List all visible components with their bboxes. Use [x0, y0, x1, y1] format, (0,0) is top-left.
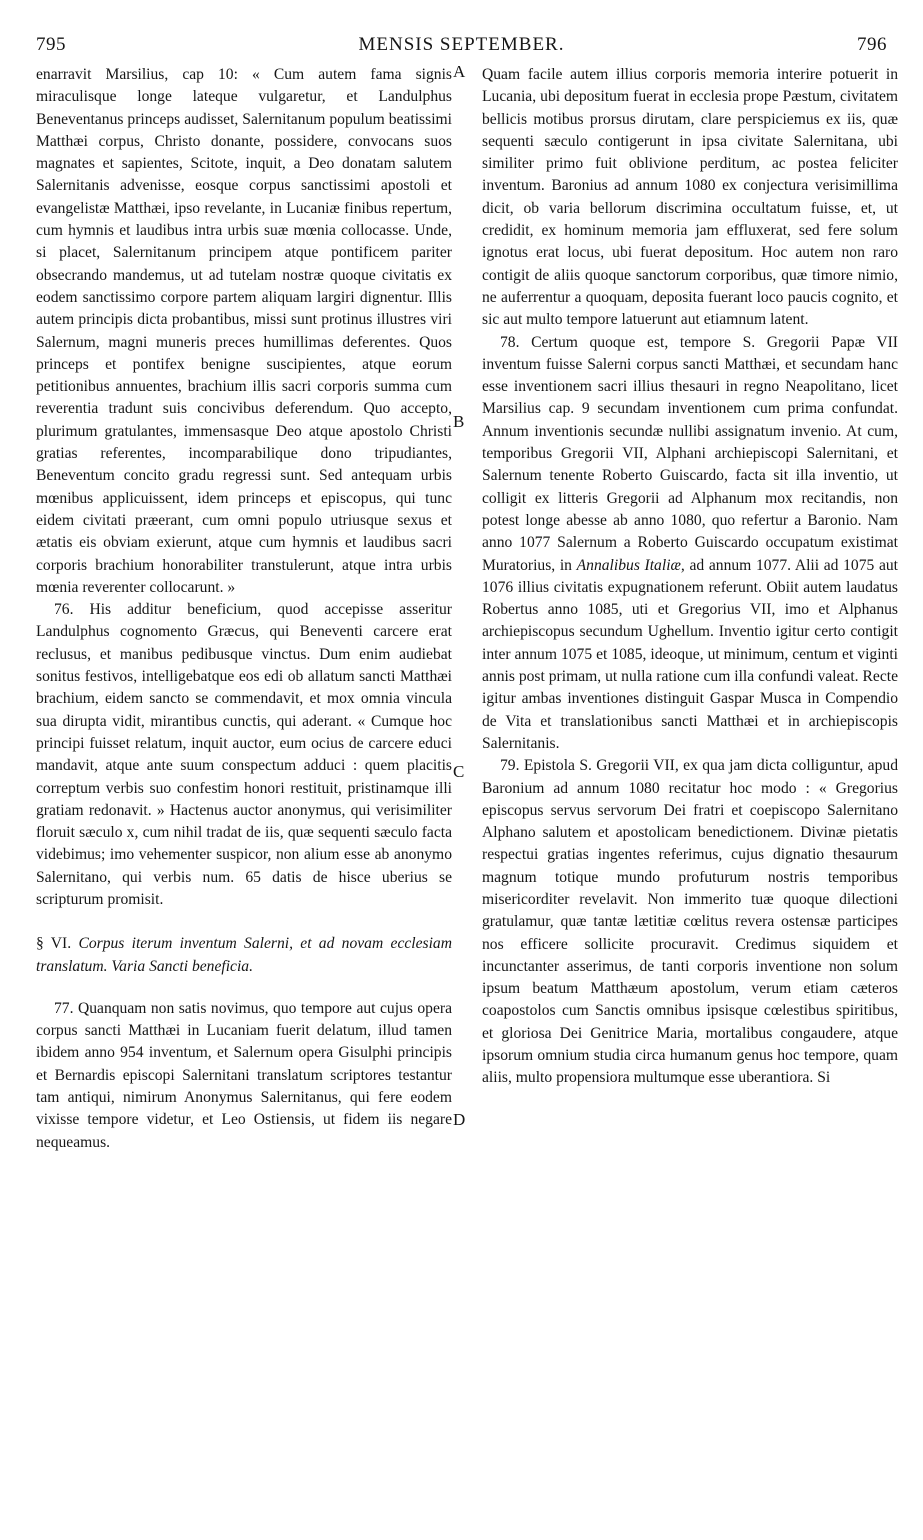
paragraph-78-text: 78. Certum quoque est, tempore S. Gregorii Papæ VII inventum fuisse Salerni corpus sancti Matthæi, et secundam hanc esse inventionem sacri illius thesauri in regno Neapolitano, licet Marsilius cap. 9 secundam inventionem cum prima confundat. Annum inventionis secundæ nullibi assignatum invenio. At cum, temporibus Gregorii VII, Alphani archiepiscopi Salernitani, et Salernum tenente Roberto Guiscardo, facta sit illa inventio, ut colligit ex litteris Gregorii ad Alphanum mox recitandis, non potest longe abesse ab anno 1080, quo refertur a Baronio. Nam anno 1077 Salernum a Roberto Guiscardo occupatum existimat Muratorius, in	[482, 333, 898, 574]
paragraph-78-rest: ad annum 1077. Alii ad 1075 aut 1076 illius civitatis expugnationem referunt. Obiit autem laudatus Robertus anno 1085, uti et Gregorius VII, imo et Alphanus archiepiscopus secundum Ughellum. Inventio igitur certo contigit inter annum 1075 et 1085, ideoque, ut minimum, centum et viginti annis post primam, ut nulla ratione cum illa confundi valeat. Recte igitur ambas inventiones distinguit Gaspar Musca in Compendio de Vita et translationibus sancti Matthæi et in archiepiscopis Salernitanis.	[482, 556, 898, 752]
left-page-number: 795	[36, 34, 66, 55]
right-column	[482, 64, 898, 1090]
margin-marker-b: B	[453, 412, 465, 431]
paragraph-78	[482, 332, 898, 756]
section-number: § VI.	[36, 935, 72, 953]
paragraph-75-continuation: enarravit Marsilius, cap 10: « Cum autem fama signis miraculisque longe lateque vulgaretur, et Landulphus Beneventanus princeps audisset, Salernitanum populum beatissimi Matthæi corpus, Christo donante, possidere, convocans suos magnates et sapientes, Scitote, inquit, a Deo donatam salutem Salernitanis advenisse, eosque corpus sanctissimi apostoli et evangelistæ Matthæi, ipso revelante, in Lucaniæ finibus repertum, cum hymnis et laudibus intra urbis suæ mœnia collocasse. Unde, si placet, Salernitanum principem atque pontificem pariter obsecrando mandemus, ut ad tutelam nostræ quoque civitatis ex eodem sanctissimo corpore partem aliquam largiri dignentur. Illis autem principis dicta probantibus, missi sunt protinus illustres viri Salernum, magni muneris preces humillimas deferentes. Quos princeps et pontifex benigne suscipientes, atque eorum petitionibus annuentes, brachium illis sacri corporis summa cum reverentia tradunt suis concivibus deferendum. Quo accepto, plurimum gratulantes, immensasque Deo atque apostolo Christi gratias referentes, incomparabilique dono tripudiantes, Beneventum concito gradu regressi sunt. Sed antequam urbis mœnibus applicuissent, idem princeps et episcopus, qui tunc eidem civitati præerant, cum omni populo utriusque sexus et ætatis eis obviam exierunt, atque cum hymnis et laudibus sacri corporis brachium honorabiliter transtulerunt, atque intra urbis mœnia reverenter collocarunt. »	[36, 66, 452, 596]
section-title: Corpus iterum inventum Salerni, et ad novam ecclesiam translatum. Varia Sancti beneficia.	[36, 935, 452, 975]
right-page-number: 796	[857, 34, 887, 55]
running-header	[0, 20, 923, 60]
paragraph-77: 77. Quanquam non satis novimus, quo tempore aut cujus opera corpus sancti Matthæi in Lucaniam fuerit delatum, illud tamen ibidem anno 954 inventum, et Salernum opera Gisulphi principis et Bernardis episcopi Salernitani translatum scriptores testantur tam antiqui, nimirum Anonymus Salernitanus, qui fere eodem vixisse tempore videtur, et Leo Ostiensis, ut fidem iis negare nequeamus.	[36, 999, 452, 1151]
margin-marker-a: A	[453, 62, 466, 81]
left-column	[36, 64, 452, 1154]
paragraph-77-continuation: Quam facile autem illius corporis memoria interire potuerit in Lucania, ubi depositum fuerat in ecclesia prope Pæstum, civitatem bellicis motibus prorsus dirutam, clare perspiciemus ex iis, quæ sequenti sæculo contigerunt in ipsa civitate Salernitana, ubi similiter primo fuit oblivione perditum, ac postea feliciter inventum. Baronius ad annum 1080 ex conjectura verisimillima dicit, ob varia bellorum discrimina occultatum fuisse, et, ut credidit, ex hominum memoria jam effluxerat, sed fere solum ignotus erat locus, ubi fuerat depositum. Hoc autem non raro contigit de aliis quoque sanctorum corporibus, quæ timore nimio, ne auferrentur a quoquam, deposita fuerant loco paucis cognito, et sic aut multo tempore latuerunt aut etiamnum latent.	[482, 66, 898, 329]
paragraph-76: 76. His additur beneficium, quod accepisse asseritur Landulphus cognomento Græcus, qui Beneventi carcere erat reclusus, et manibus pedibusque vinctus. Dum enim audiebat sonitus festivos, intelligebatque eos edi ob allatum sancti Matthæi brachium, eidem sancto se commendavit, et mox omnia vincula sua dirupta vidit, mirantibus cunctis, qui aderant. « Cumque hoc principi fuisset relatum, inquit auctor, eum ocius de carcere educi mandavit, atque ante suum conspectum adduci : quem placitis correptum verbis suo confestim honori restituit, pristinamque illi gratiam redonavit. » Hactenus auctor anonymus, qui verisimiliter floruit sæculo x, cum nihil tradat de iis, quæ sequenti sæculo facta videbimus; imo vehementer suspicor, non alium esse ab anonymo Salernitano, qui verbis num. 65 datis de hisce uberius se scripturum promisit.	[36, 601, 452, 908]
margin-marker-d: D	[453, 1110, 466, 1129]
annales-citation: Annalibus Italiæ,	[576, 556, 685, 574]
section-heading	[36, 933, 452, 978]
running-title: MENSIS SEPTEMBER.	[358, 34, 565, 55]
margin-marker-c: C	[453, 762, 465, 781]
paragraph-79: 79. Epistola S. Gregorii VII, ex qua jam dicta colliguntur, apud Baronium ad annum 1080 recitatur hoc modo : « Gregorius episcopus servus servorum Dei fratri et coepiscopo Salernitano Alphano salutem et apostolicam benedictionem. Divinæ pietatis respectui gratias ingentes referimus, cujus dignatio thesaurum magnum totique mundo profuturum nostris temporibus misericorditer revelavit. Non immerito tuæ quoque dilectioni gratulamur, quæ tantæ lætitiæ cœlitus revera ostensæ participes nos efficere sollicite procuravit. Credimus siquidem et incunctanter asserimus, de tanti corporis inventione non solum ipsum beatum Matthæum apostolum, verum etiam cæteros coapostolos cum Sanctis omnibus ipsisque cœlestibus spiritibus, et gloriosa Dei Genitrice Maria, mortalibus congaudere, atque ipsorum omnium studia circa humanum genus hoc tempore, quam aliis, multo propensiora multumque esse uberantiora. Si	[482, 757, 898, 1087]
